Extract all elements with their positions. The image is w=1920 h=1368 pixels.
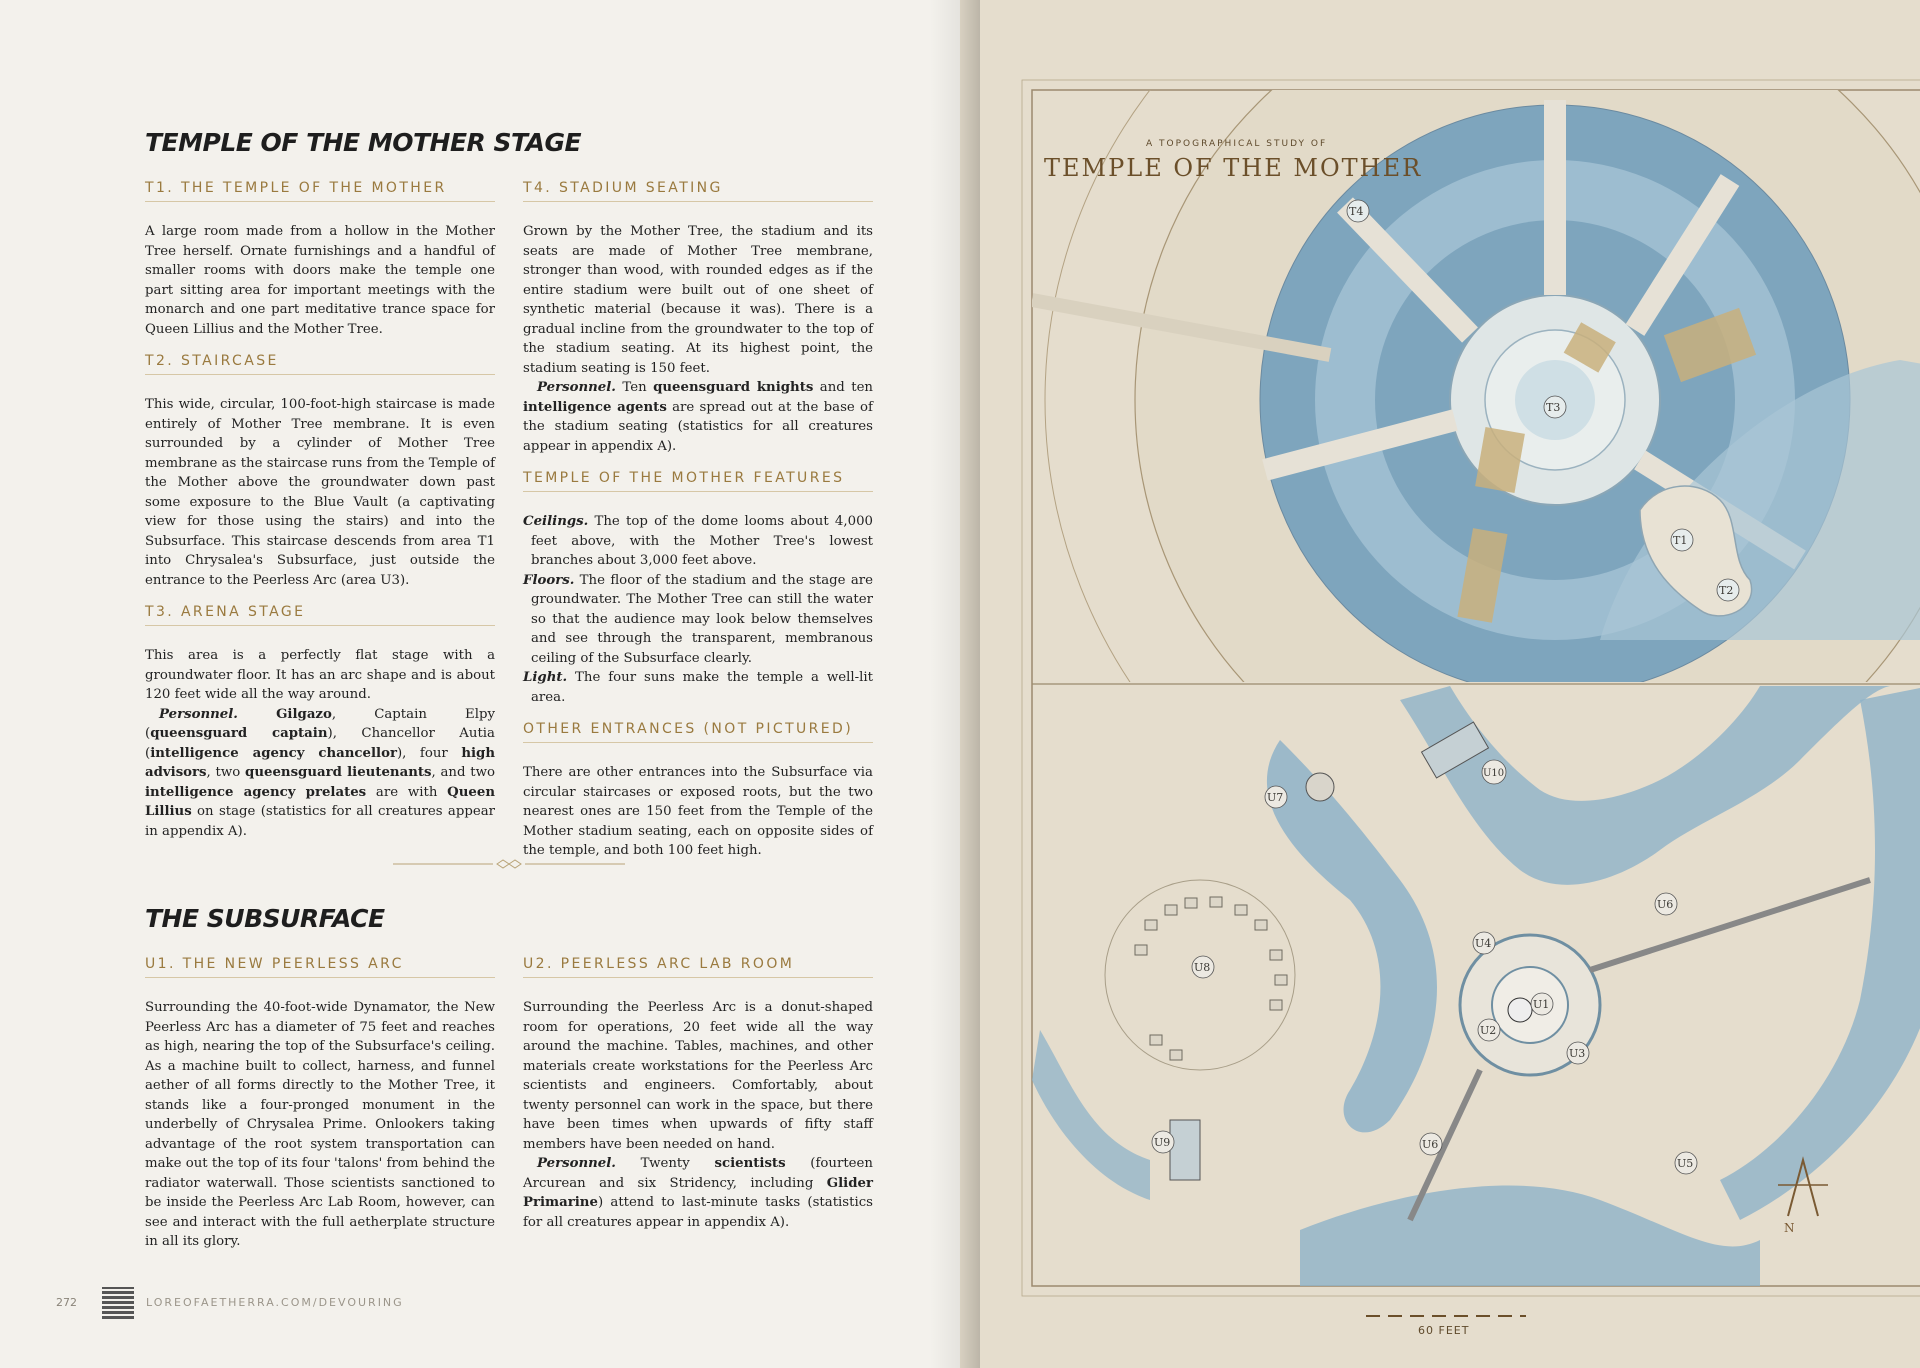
compass-letter: N <box>1784 1221 1795 1235</box>
label-u6-south: U6 <box>1422 1138 1439 1151</box>
river-west <box>1267 740 1437 1132</box>
stat-link: Glider Primarine <box>523 1175 873 1210</box>
feature-label: Floors. <box>523 572 575 588</box>
text-other-entrances: There are other entrances into the Subsurface via circular staircases or exposed roots, but the two nearest ones are 150 feet from the Temple of the Mother stadium seating, each on opposite sides of the temple, and both 100 feet high. <box>523 765 873 858</box>
label-t1: T1 <box>1673 534 1688 547</box>
npc-gilgazo: Gilgazo <box>276 706 332 722</box>
personnel-label-t4: Personnel. <box>537 380 616 395</box>
feature-text: The four suns make the temple a well-lit area. <box>531 670 873 705</box>
text-t4: Grown by the Mother Tree, the stadium and its seats are made of Mother Tree membrane, stronger than wood, with rounded edges as if the entire stadium were built out of one sheet of synthetic material (because it was). There is a gradual incline from the groundwater to the top of the stadium seating. At its highest point, the stadium seating is 150 feet. <box>523 224 873 376</box>
river-north <box>1400 686 1890 885</box>
personnel-text: are spread out at the base of the stadium seating (statistics for all creatures appear in appendix A). <box>523 399 873 454</box>
personnel-text: , and two <box>431 765 495 780</box>
personnel-text: , two <box>206 765 246 780</box>
subsurface-map <box>1032 686 1920 1290</box>
personnel-text: (fourteen Arcurean and six Stridency, including <box>523 1156 873 1191</box>
heading-other-entrances: OTHER ENTRANCES (NOT PICTURED) <box>523 721 873 743</box>
label-u3: U3 <box>1569 1047 1586 1060</box>
map-title: TEMPLE OF THE MOTHER <box>1044 154 1423 182</box>
personnel-text: ), four <box>396 745 462 761</box>
walkway-east <box>1590 880 1870 970</box>
section-title-subsurface: THE SUBSURFACE <box>145 904 385 933</box>
personnel-label-u2: Personnel. <box>537 1156 616 1171</box>
stat-link: queensguard captain <box>150 726 328 741</box>
heading-u1: U1. THE NEW PEERLESS ARC <box>145 956 495 978</box>
feature-label: Light. <box>523 670 568 685</box>
personnel-label-t3: Personnel. <box>159 706 238 722</box>
personnel-text: ) attend to last-minute tasks (statistics for all creatures appear in appendix A). <box>523 1195 873 1230</box>
stat-link: queensguard knights <box>653 380 814 395</box>
text-u1: Surrounding the 40-foot-wide Dynamator, the New Peerless Arc has a diameter of 75 feet and reaches as high, nearing the top of the Subsurface's ceiling. As a machine built to collect, harness, and funnel aether of all forms directly to the Mother Tree, it stands like a four-pronged monument in the underbelly of Chrysalea Prime. Onlookers taking advantage of the root system transportation can make out the top of its four 'talons' from behind the radiator waterwall. Those scientists sanctioned to be inside the Peerless Arc Lab Room, however, can see and interact with the full aetherplate structure in all its glory. <box>145 1000 495 1249</box>
stat-link: intelligence agency prelates <box>145 784 367 800</box>
personnel-text: on stage (statistics for all creatures appear in appendix A). <box>145 804 495 839</box>
label-u10: U10 <box>1483 768 1505 779</box>
scale-bar <box>1366 1316 1526 1337</box>
label-u1: U1 <box>1533 998 1550 1011</box>
personnel-text: , Captain Elpy ( <box>145 706 495 741</box>
river-south <box>1300 1186 1760 1290</box>
heading-t1: T1. THE TEMPLE OF THE MOTHER <box>145 180 495 202</box>
text-t2: This wide, circular, 100-foot-high staircase is made entirely of Mother Tree membrane. It is even surrounded by a cylinder of Mother Tree membrane as the staircase runs from the Temple of the Mother above the groundwater down past some exposure to the Blue Vault (a captivating view for those using the stairs) and into the Subsurface. This staircase descends from area T1 into Chrysalea's Subsurface, just outside the entrance to the Peerless Arc (area U3). <box>145 397 495 588</box>
personnel-text: Twenty <box>615 1156 715 1171</box>
text-t3: This area is a perfectly flat stage with a groundwater floor. It has an arc shape and is about 120 feet wide all the way around. <box>145 648 495 702</box>
label-u9: U9 <box>1154 1136 1171 1149</box>
section-title-temple: TEMPLE OF THE MOTHER STAGE <box>145 128 582 157</box>
text-u2: Surrounding the Peerless Arc is a donut-shaped room for operations, 20 feet wide all the way around the machine. Tables, machines, and other materials create workstations for the Peerless Arc scientists and engineers. Comfortably, about twenty personnel can work in the space, but there have been times when upwards of fifty staff members have been needed on hand. <box>523 1000 873 1152</box>
label-u6-east: U6 <box>1657 898 1674 911</box>
heading-t4: T4. STADIUM SEATING <box>523 180 873 202</box>
heading-features: TEMPLE OF THE MOTHER FEATURES <box>523 470 873 492</box>
heading-u2: U2. PEERLESS ARC LAB ROOM <box>523 956 873 978</box>
u8-tables <box>1135 897 1287 1060</box>
feature-label: Ceilings. <box>523 514 589 529</box>
stat-link: intelligence agents <box>523 399 667 415</box>
label-t3: T3 <box>1546 401 1561 414</box>
text-t1: A large room made from a hollow in the Mother Tree herself. Ornate furnishings and a handful of smaller rooms with doors make the temple one part sitting area for important meetings with the monarch and one part meditative trance space for Queen Lillius and the Mother Tree. <box>145 224 495 337</box>
personnel-text: and ten <box>813 380 873 395</box>
stat-link: queensguard lieutenants <box>245 765 432 780</box>
label-u2: U2 <box>1480 1024 1497 1037</box>
stat-link: intelligence agency chancellor <box>150 745 397 761</box>
label-u4: U4 <box>1475 937 1492 950</box>
heading-t2: T2. STAIRCASE <box>145 353 495 375</box>
scale-label: 60 FEET <box>1418 1324 1470 1337</box>
label-u7: U7 <box>1267 791 1284 804</box>
label-t4: T4 <box>1349 205 1364 218</box>
page-number: 272 <box>56 1296 77 1309</box>
personnel-text: Ten <box>615 380 654 395</box>
river-southwest <box>1032 1030 1150 1200</box>
u9-machine <box>1170 1120 1200 1180</box>
peerless-arc-device <box>1508 998 1532 1022</box>
feature-text: The top of the dome looms about 4,000 feet above, with the Mother Tree's lowest branches about 3,000 feet above. <box>531 514 873 568</box>
footer-url[interactable]: LOREOFAETHERRA.COM/DEVOURING <box>146 1296 404 1309</box>
feature-text: The floor of the stadium and the stage are groundwater. The Mother Tree can still the water so that the audience may look below themselves and see through the transparent, membranous ceiling of the Subsurface clearly. <box>531 572 873 666</box>
heading-t3: T3. ARENA STAGE <box>145 604 495 626</box>
stat-link: Queen Lillius <box>145 784 495 819</box>
label-t2: T2 <box>1719 584 1734 597</box>
u7-structure <box>1306 773 1334 801</box>
label-u8: U8 <box>1194 961 1211 974</box>
personnel-text: are with <box>366 784 448 800</box>
stat-link: scientists <box>714 1156 786 1171</box>
label-u5: U5 <box>1677 1157 1694 1170</box>
personnel-text: ), Chancellor Autia ( <box>145 726 495 761</box>
stat-link: high advisors <box>145 745 495 780</box>
map-subtitle: A TOPOGRAPHICAL STUDY OF <box>1146 139 1328 149</box>
